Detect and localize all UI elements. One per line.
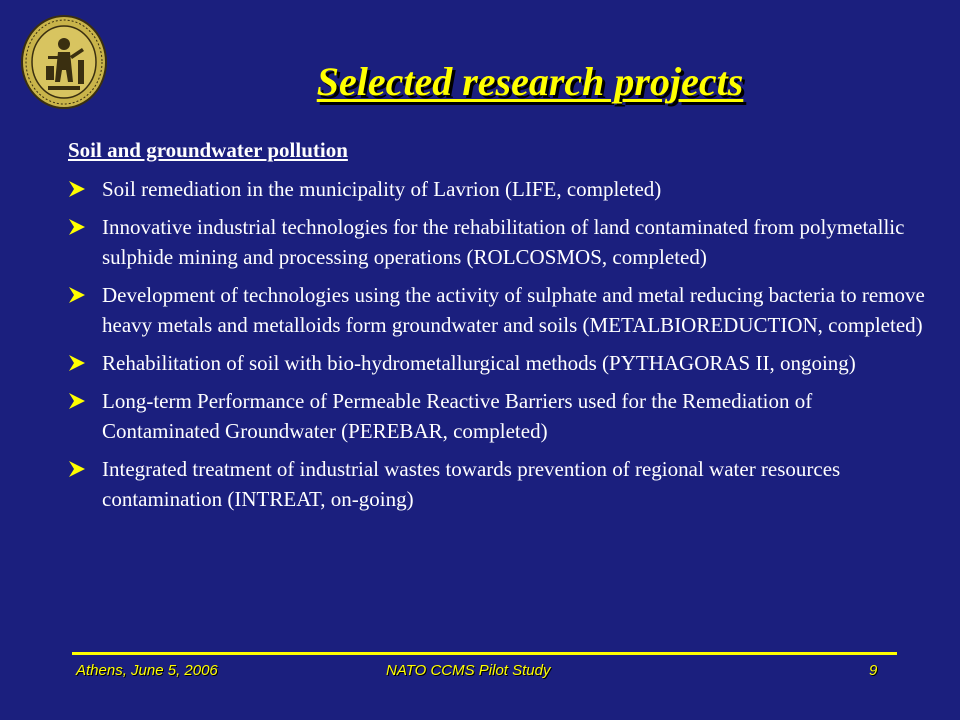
list-item — [68, 348, 928, 378]
section-heading: Soil and groundwater pollution — [68, 138, 348, 162]
footer-event: NATO CCMS Pilot Study — [386, 662, 551, 679]
university-seal-logo — [18, 12, 110, 112]
list-item — [68, 454, 928, 514]
list-item — [68, 386, 928, 446]
list-item-text: Innovative industrial technologies for the rehabilitation of land contaminated from polymetallic sulphide mining and processing operations (ROLCOSMOS, completed) — [102, 215, 905, 269]
arrowhead-bullet-icon — [68, 392, 86, 410]
arrowhead-bullet-icon — [68, 180, 86, 198]
footer-date: Athens, June 5, 2006 — [76, 662, 218, 679]
list-item-text: Long-term Performance of Permeable Reactive Barriers used for the Remediation of Contaminated Groundwater (PEREBAR, completed) — [102, 389, 813, 443]
arrowhead-bullet-icon — [68, 286, 86, 304]
list-item — [68, 212, 928, 272]
footer-divider — [72, 652, 897, 655]
list-item-text: Development of technologies using the activity of sulphate and metal reducing bacteria to remove heavy metals and metalloids form groundwater and soils (METALBIOREDUCTION, completed) — [102, 283, 925, 337]
list-item-text: Soil remediation in the municipality of Lavrion (LIFE, completed) — [102, 177, 662, 201]
arrowhead-bullet-icon — [68, 218, 86, 236]
list-item — [68, 280, 928, 340]
list-item-text: Rehabilitation of soil with bio-hydrometallurgical methods (PYTHAGORAS II, ongoing) — [102, 351, 856, 375]
list-item — [68, 174, 928, 204]
bullet-list — [68, 174, 928, 522]
list-item-text: Integrated treatment of industrial wastes towards prevention of regional water resources contamination (INTREAT, on-going) — [102, 457, 841, 511]
arrowhead-bullet-icon — [68, 354, 86, 372]
arrowhead-bullet-icon — [68, 460, 86, 478]
slide-title: Selected research projects — [316, 59, 744, 104]
page-number: 9 — [869, 662, 878, 679]
